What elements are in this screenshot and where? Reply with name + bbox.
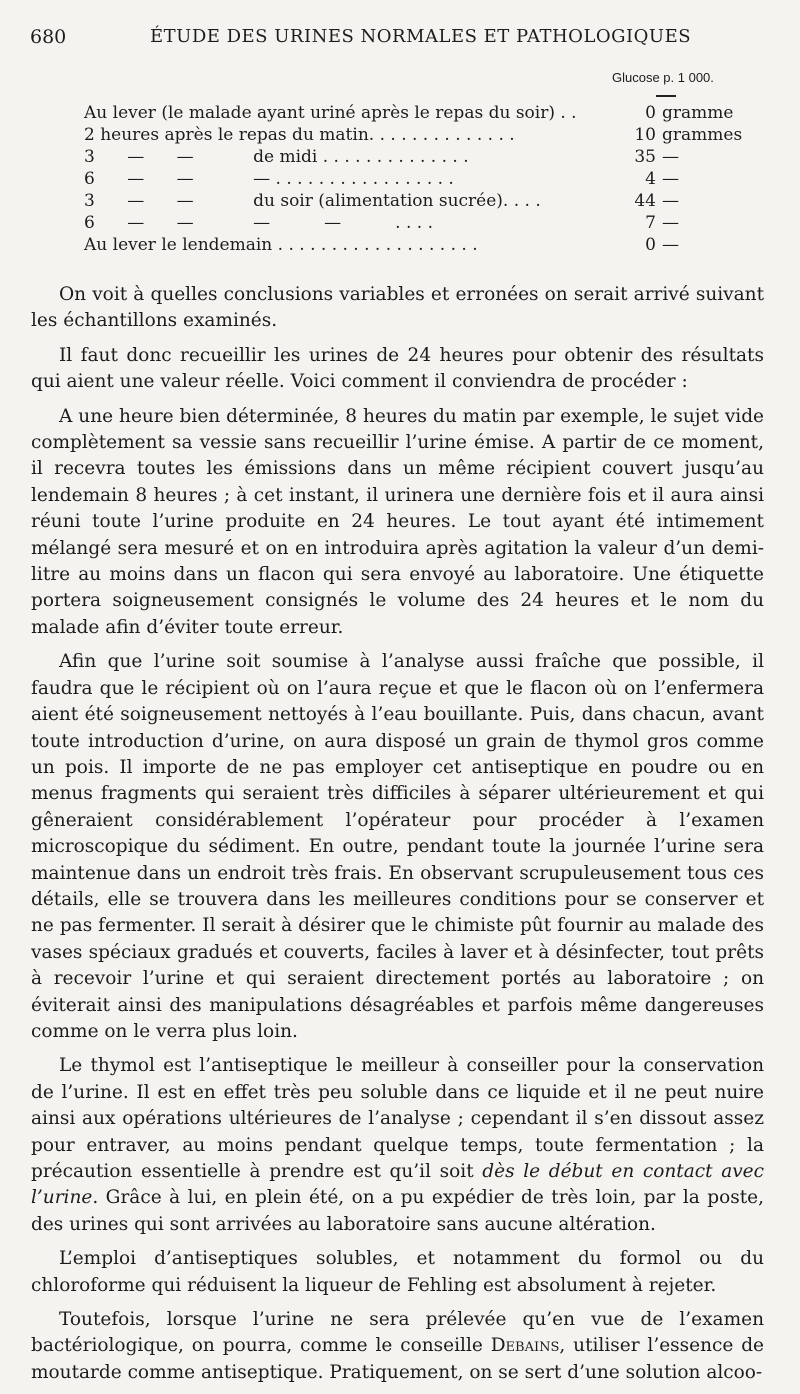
row-unit: — [662,169,679,189]
paragraph [31,1307,764,1386]
row-label: 3 — — du soir (alimentation sucrée). . . . [84,191,541,211]
table-row [84,146,714,168]
author-name: Debains [490,1335,560,1357]
text-run: Toutefois, lorsque l’urine ne sera prélevée qu’en vue de l’examen bactériologique, on pourra, comme le conseille [31,1309,764,1357]
paragraph: A une heure bien déterminée, 8 heures du matin par exemple, le sujet vide complètement sa vessie sans recueillir l’urine émise. A partir de ce moment, il recevra toutes les émissions dans un même récipient couvert jusqu’au lendemain 8 heures ; à cet instant, il urinera une dernière fois et il aura ainsi réuni toute l’urine produite en 24 heures. Le tout ayant été intimement mélangé sera mesuré et on en introduira après agitation la valeur d’un demi-litre au moins dans un flacon qui sera envoyé au laboratoire. Une étiquette portera soigneusement consignés le volume des 24 heures et le nom du malade afin d’éviter toute erreur. [31,405,764,638]
row-label: Au lever (le malade ayant uriné après le repas du soir) . . [84,103,577,123]
row-unit: — [662,213,679,233]
page-number: 680 [30,26,67,48]
table-row [84,124,743,146]
table-row [84,190,714,212]
row-label: 6 — — — . . . . . . . . . . . . . . . . . [84,169,454,189]
text-run: Le thymol est l’antiseptique le meilleur à conseiller pour la conservation de l’urine. Il est en effet très peu soluble dans ce liquide et il ne peut nuire ainsi aux opérations ultérieures de l’analyse ; cependant il s’en dissout assez pour entraver, au moins pendant quelque temps, toute fermentation ; la précaution essentielle à prendre est qu’il soit [31,1055,764,1182]
row-label: 6 — — — — . . . . [84,213,434,233]
row-unit: — [662,235,679,255]
row-value: 0 [645,103,656,123]
table-row [84,234,714,256]
row-value: 0 [645,235,656,255]
paragraph: Afin que l’urine soit soumise à l’analyse aussi fraîche que possible, il faudra que le récipient où on l’aura reçue et que le flacon où on l’enfermera aient été soigneusement nettoyés à l’eau bouillante. Puis, dans chacun, avant toute introduction d’urine, on aura disposé un grain de thymol gros comme un pois. Il importe de ne pas employer cet antiseptique en poudre ou en menus fragments qui seraient très difficiles à séparer ultérieurement et qui gêneraient considérablement l’opérateur pour procéder à l’examen microscopique du sédiment. En outre, pendant toute la journée l’urine sera maintenue dans un endroit très frais. En observant scrupuleusement tous ces détails, elle se trouvera dans les meilleures conditions pour se conserver et ne pas fermenter. Il serait à désirer que le chimiste pût fournir au malade des vases spéciaux gradués et couverts, faciles à laver et à désinfecter, tout prêts à recevoir l’urine et qui seraient directement portés au laboratoire ; on éviterait ainsi des manipulations désagréables et parfois même dangereuses comme on le verra plus loin. [31,651,764,1042]
row-unit: gramme [662,103,734,123]
body-text [31,282,764,1394]
row-value: 10 [634,125,656,145]
paragraph: L’emploi d’antiseptiques solubles, et notamment du formol ou du chloroforme qui réduisent la liqueur de Fehling est absolument à rejeter. [31,1248,764,1296]
row-value: 44 [634,191,656,211]
row-label: 2 heures après le repas du matin. . . . . . . . . . . . . . [84,125,515,145]
glucose-table [84,102,743,256]
table-row [84,168,714,190]
paragraph: On voit à quelles conclusions variables et erronées on serait arrivé suivant les échantillons examinés. [31,284,764,332]
running-title: ÉTUDE DES URINES NORMALES ET PATHOLOGIQUES [150,26,692,47]
column-header-rule [656,95,676,97]
row-value: 35 [634,147,656,167]
row-label: 3 — — de midi . . . . . . . . . . . . . . [84,147,469,167]
text-run: . Grâce à lui, en plein été, on a pu expédier de très loin, par la poste, des urines qui sont arrivées au laboratoire sans aucune altération. [31,1187,764,1235]
row-value: 4 [645,169,656,189]
row-unit: — [662,191,679,211]
table-row [84,212,714,234]
row-unit: grammes [662,125,743,145]
row-label: Au lever le lendemain . . . . . . . . . . . . . . . . . . . [84,235,478,255]
paragraph [31,1053,764,1238]
paragraph: Il faut donc recueillir les urines de 24 heures pour obtenir des résultats qui aient une valeur réelle. Voici comment il conviendra de procéder : [31,344,764,393]
running-head [30,26,740,54]
emphasis-text: dès le début en contact avec l’urine [31,1161,764,1209]
row-value: 7 [645,213,656,233]
text-run: , utiliser l’essence de moutarde comme antiseptique. Pratiquement, on se sert d’une solution alcoo- [31,1335,764,1383]
table-row [84,102,734,124]
glucose-column-header: Glucose p. 1 000. [612,70,714,85]
row-unit: — [662,147,679,167]
